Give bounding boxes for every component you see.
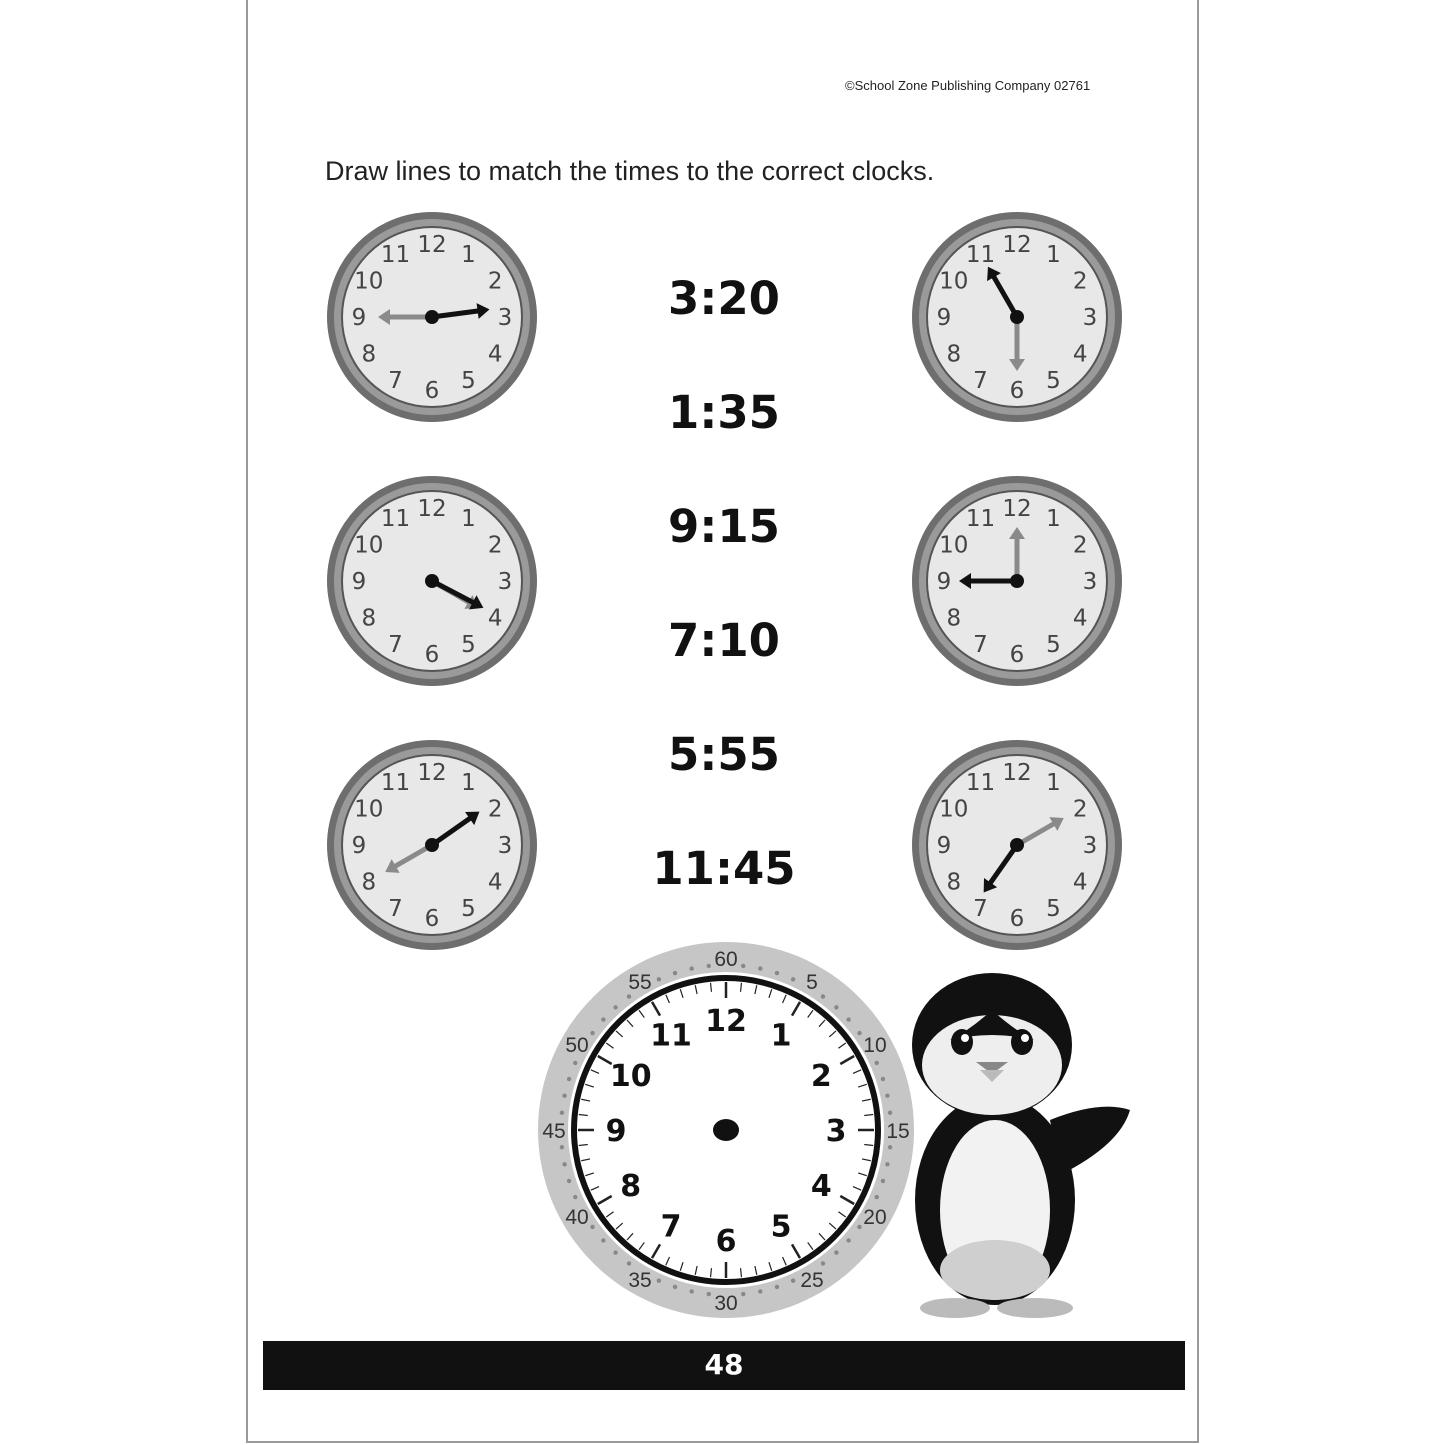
clock-number: 2	[1072, 268, 1088, 295]
clock-number: 9	[936, 833, 952, 859]
clock-number: 10	[354, 796, 384, 823]
clock-number: 1	[1046, 769, 1061, 796]
clock-number: 2	[1072, 532, 1088, 559]
clock-left-1[interactable]	[325, 210, 539, 424]
clock-right-1[interactable]	[910, 210, 1124, 424]
clock-number: 8	[946, 341, 962, 368]
practice-hour-number: 3	[825, 1114, 847, 1149]
clock-number: 12	[1002, 496, 1032, 522]
clock-number: 4	[1072, 341, 1088, 368]
clock-number: 6	[424, 642, 440, 668]
clock-number: 8	[361, 869, 377, 896]
practice-minute-label: 40	[565, 1206, 589, 1229]
practice-minute-label: 45	[542, 1120, 566, 1143]
practice-clock	[536, 940, 916, 1320]
clock-number: 12	[1002, 232, 1032, 258]
clock-number: 8	[361, 605, 377, 632]
clock-number: 6	[1009, 642, 1025, 668]
clock-number: 2	[487, 268, 503, 295]
practice-hour-number: 10	[609, 1059, 652, 1094]
clock-number: 3	[497, 305, 513, 331]
page-number: 48	[704, 1348, 744, 1381]
clock-number: 1	[1046, 505, 1061, 532]
clock-number: 5	[461, 632, 476, 659]
clock-number: 8	[361, 341, 377, 368]
clock-number: 3	[1082, 833, 1098, 859]
practice-hour-number: 5	[770, 1209, 792, 1245]
clock-number: 9	[936, 569, 952, 595]
practice-minute-label: 5	[806, 971, 818, 995]
clock-number: 12	[417, 760, 447, 786]
copyright-text: ©School Zone Publishing Company 02761	[845, 78, 1091, 93]
clock-number: 3	[1082, 305, 1098, 331]
clock-number: 11	[965, 769, 996, 796]
practice-minute-label: 25	[800, 1268, 824, 1292]
clock-number: 4	[487, 869, 503, 896]
clock-number: 10	[354, 268, 384, 295]
clock-number: 1	[461, 769, 476, 796]
clock-number: 12	[417, 232, 447, 258]
clock-number: 7	[388, 368, 403, 395]
clock-number: 7	[973, 896, 988, 923]
clock-number: 12	[1002, 760, 1032, 786]
practice-minute-label: 10	[863, 1034, 887, 1057]
practice-minute-label: 15	[886, 1120, 910, 1143]
time-label-5[interactable]: 5:55	[668, 728, 780, 781]
clock-number: 6	[424, 906, 440, 932]
clock-number: 8	[946, 869, 962, 896]
practice-minute-label: 20	[863, 1206, 887, 1229]
clock-number: 9	[351, 569, 367, 595]
clock-number: 11	[380, 241, 411, 268]
clock-number: 7	[388, 632, 403, 659]
practice-hour-number: 1	[770, 1018, 792, 1054]
practice-hour-number: 4	[810, 1169, 832, 1204]
clock-number: 3	[1082, 569, 1098, 595]
practice-hour-number: 8	[620, 1169, 642, 1204]
time-label-1[interactable]: 3:20	[668, 272, 780, 325]
clock-number: 2	[487, 532, 503, 559]
clock-number: 10	[939, 268, 969, 295]
clock-number: 3	[497, 569, 513, 595]
clock-number: 8	[946, 605, 962, 632]
clock-number: 5	[461, 368, 476, 395]
clock-number: 12	[417, 496, 447, 522]
time-label-4[interactable]: 7:10	[668, 614, 780, 667]
practice-hour-number: 9	[605, 1114, 627, 1149]
practice-hour-number: 7	[660, 1209, 682, 1245]
time-label-3[interactable]: 9:15	[668, 500, 780, 553]
clock-left-2[interactable]	[325, 474, 539, 688]
clock-number: 2	[1072, 796, 1088, 823]
clock-number: 9	[351, 305, 367, 331]
clock-number: 11	[965, 505, 996, 532]
clock-number: 9	[351, 833, 367, 859]
clock-number: 6	[1009, 906, 1025, 932]
clock-number: 3	[497, 833, 513, 859]
clock-number: 6	[424, 378, 440, 404]
practice-hour-number: 2	[810, 1059, 832, 1094]
practice-hour-number: 11	[650, 1018, 692, 1054]
practice-minute-label: 55	[628, 971, 652, 995]
clock-number: 5	[1046, 632, 1061, 659]
instruction-text: Draw lines to match the times to the correct clocks.	[325, 156, 935, 186]
time-label-2[interactable]: 1:35	[668, 386, 780, 439]
clock-number: 6	[1009, 378, 1025, 404]
clock-number: 4	[487, 341, 503, 368]
practice-minute-label: 30	[714, 1292, 738, 1315]
clock-number: 2	[487, 796, 503, 823]
time-label-6[interactable]: 11:45	[652, 842, 796, 895]
clock-number: 10	[939, 532, 969, 559]
penguin-illustration	[900, 970, 1140, 1320]
practice-minute-label: 50	[565, 1034, 589, 1057]
clock-number: 10	[354, 532, 384, 559]
clock-number: 1	[1046, 241, 1061, 268]
clock-number: 4	[1072, 605, 1088, 632]
clock-number: 5	[461, 896, 476, 923]
practice-minute-label: 35	[628, 1268, 652, 1292]
clock-right-3[interactable]	[910, 738, 1124, 952]
clock-number: 5	[1046, 896, 1061, 923]
clock-number: 4	[487, 605, 503, 632]
practice-hour-number: 12	[705, 1004, 747, 1039]
clock-number: 7	[388, 896, 403, 923]
clock-number: 7	[973, 632, 988, 659]
clock-number: 11	[380, 505, 411, 532]
clock-number: 1	[461, 241, 476, 268]
practice-hour-number: 6	[715, 1224, 737, 1259]
clock-number: 1	[461, 505, 476, 532]
clock-number: 7	[973, 368, 988, 395]
clock-number: 4	[1072, 869, 1088, 896]
footer-bar	[263, 1341, 1185, 1390]
clock-number: 11	[380, 769, 411, 796]
clock-right-2[interactable]	[910, 474, 1124, 688]
clock-number: 5	[1046, 368, 1061, 395]
practice-minute-label: 60	[714, 948, 738, 971]
clock-number: 9	[936, 305, 952, 331]
clock-number: 10	[939, 796, 969, 823]
clock-number: 11	[965, 241, 996, 268]
clock-left-3[interactable]	[325, 738, 539, 952]
